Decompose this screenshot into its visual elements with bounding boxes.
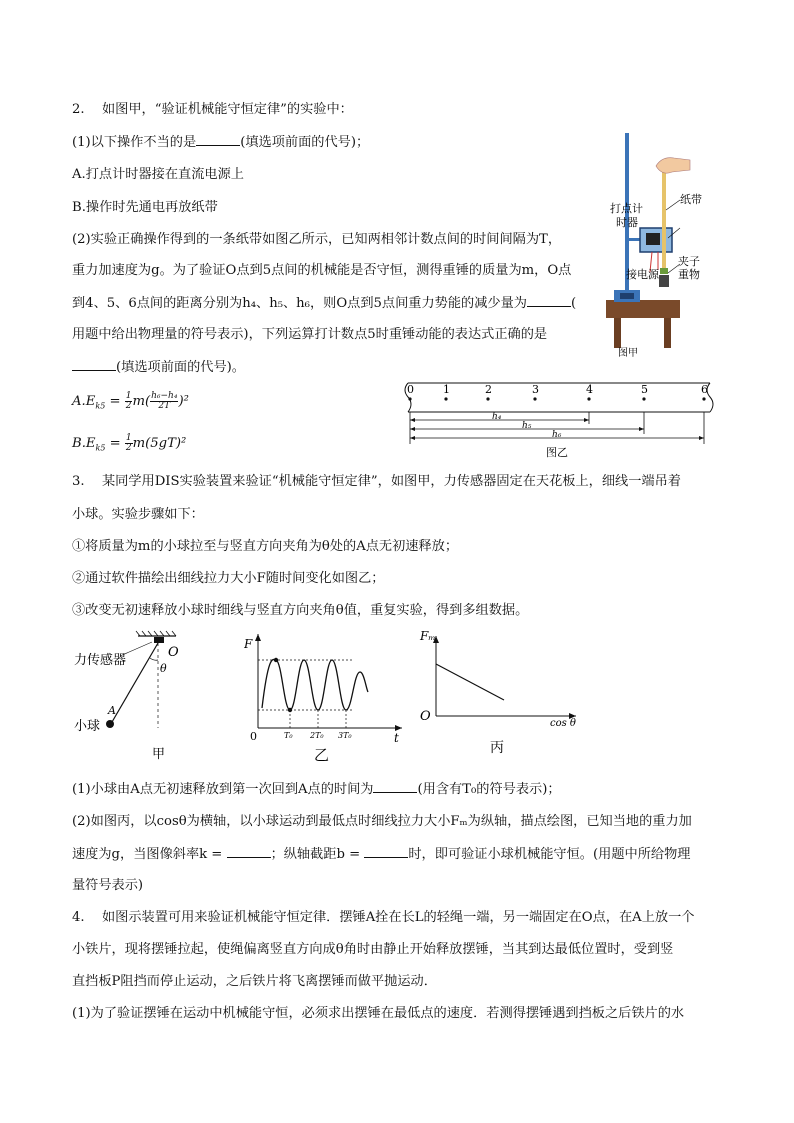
answer-a-eq: = — [105, 394, 125, 409]
answer-b-label: B.E — [72, 436, 96, 451]
tape-label-3: 3 — [532, 383, 539, 396]
table-leg — [614, 318, 621, 348]
tape-label-0: 0 — [407, 383, 414, 396]
label-theta: θ — [160, 662, 167, 675]
q3-sub2-line3: 量符号表示) — [72, 878, 144, 893]
curve-point — [274, 658, 278, 662]
label-cos-theta: cos θ — [550, 718, 576, 729]
q2-sub2-line2: 重力加速度为g。为了验证O点到5点间的机械能是否守恒，测得重锤的质量为m，O点 — [72, 263, 572, 278]
answer-a-m: m( — [132, 394, 151, 409]
tape-point — [533, 397, 536, 400]
paper-tape — [662, 168, 666, 268]
q2-sub2-line4: 用题中给出物理量的符号表示)，下列运算打计数点5时重锤动能的表达式正确的是 — [72, 327, 548, 342]
label-timer-2: 时器 — [616, 216, 638, 229]
figure-3-jia — [72, 628, 202, 762]
answer-blank[interactable] — [196, 133, 240, 146]
figure-3-yi-caption: 乙 — [314, 746, 330, 764]
q2-sub1 — [72, 133, 369, 152]
tape-label-4: 4 — [586, 383, 593, 396]
tape-points — [408, 397, 705, 400]
table-leg — [664, 318, 671, 348]
q3-step-3: ③改变无初速释放小球时细线与竖直方向夹角θ值，重复实验，得到多组数据。 — [72, 603, 529, 618]
answer-blank[interactable] — [72, 358, 116, 371]
label-weight: 重物 — [678, 268, 700, 281]
q3-title-2: 小球。实验步骤如下： — [72, 507, 204, 522]
force-curve — [262, 659, 368, 710]
label-T0: T₀ — [284, 731, 293, 740]
label-F: F — [244, 637, 253, 651]
q2-sub2-line5 — [72, 358, 245, 377]
tape-point — [642, 397, 645, 400]
label-h6: h₆ — [552, 430, 562, 440]
q2-title: 2. 如图甲，“验证机械能守恒定律”的实验中： — [72, 102, 353, 117]
q2-sub2-line3-text: 到4、5、6点间的距离分别为h₄、h₅、h₆，则O点到5点间重力势能的减少量为 — [72, 296, 527, 311]
q2-sub1-prefix: (1)以下操作不当的是 — [72, 135, 197, 150]
label-tape: 纸带 — [680, 193, 702, 206]
q4-line2: 小铁片，现将摆锤拉起，使绳偏离竖直方向成θ角时由静止开始释放摆锤，当其到达最低位置时，受到竖 — [72, 942, 674, 957]
label-Fm: Fₘ — [420, 629, 436, 643]
label-sensor: 力传感器 — [74, 653, 127, 668]
fm-line — [436, 664, 504, 700]
figure-3-bing-caption: 丙 — [490, 740, 504, 756]
q4-line1: 4. 如图示装置可用来验证机械能守恒定律．摆锤A拴在长L的轻绳一端，另一端固定在O点，在A上放一个 — [72, 910, 695, 925]
label-h4: h₄ — [492, 412, 502, 422]
label-timer-1: 打点计 — [610, 202, 643, 215]
figure-jia-caption: 图甲 — [618, 348, 638, 359]
q2-answer-a — [72, 390, 189, 419]
label-ball: 小球 — [74, 719, 101, 734]
q4-line4: (1)为了验证摆锤在运动中机械能守恒，必须求出摆锤在最低点的速度．若测得摆锤遇到挡板之后铁片的水 — [72, 1006, 685, 1021]
label-clip: 夹子 — [678, 255, 700, 268]
q2-sub2-line3-end: ( — [570, 296, 577, 311]
label-O: O — [168, 645, 179, 660]
label-origin: 0 — [250, 730, 257, 743]
q3-step-2: ②通过软件描绘出细线拉力大小F随时间变化如图乙； — [72, 571, 385, 586]
q4-line3: 直挡板P阻挡而停止运动，之后铁片将飞离摆锤而做平抛运动． — [72, 974, 437, 989]
q2-option-a: A.打点计时器接在直流电源上 — [72, 167, 244, 182]
answer-a-sub: k5 — [95, 401, 106, 411]
q2-option-b: B.操作时先通电再放纸带 — [72, 200, 218, 215]
q3-sub2-part-a: 速度为g，当图像斜率k = — [72, 847, 227, 862]
answer-b-eq: = — [105, 436, 125, 451]
tape-label-5: 5 — [641, 383, 648, 396]
q3-sub1 — [72, 780, 561, 799]
q3-sub1-prefix: (1)小球由A点无初速释放到第一次回到A点的时间为 — [72, 782, 374, 797]
figure-3-jia-caption: 甲 — [152, 747, 166, 762]
tape-point — [587, 397, 590, 400]
label-power: 接电源 — [626, 268, 659, 281]
label-O-origin: O — [420, 709, 431, 724]
label-3T0: 3T₀ — [338, 731, 352, 740]
label-A: A — [108, 704, 116, 717]
q3-sub2-part-c: 时，即可验证小球机械能守恒。(用题中所给物理 — [408, 847, 691, 862]
answer-a-half: $\frac{1}{2}$ — [125, 391, 132, 411]
tape-point — [444, 397, 447, 400]
figure-yi-caption: 图乙 — [546, 446, 568, 459]
q2-answer-b — [72, 432, 186, 461]
answer-a-label: A.E — [72, 394, 96, 409]
q3-title: 3. 某同学用DIS实验装置来验证“机械能守恒定律”，如图甲，力传感器固定在天花板上，细线一端吊着 — [72, 474, 681, 489]
label-t: t — [394, 731, 399, 745]
tape-point — [408, 397, 411, 400]
q3-sub2-part-b: ；纵轴截距b = — [270, 847, 365, 862]
answer-a-tail: )² — [178, 394, 189, 409]
q2-sub1-suffix: (填选项前面的代号)； — [240, 135, 370, 150]
q2-sub2-line3 — [72, 294, 576, 313]
q3-sub1-suffix: (用含有T₀的符号表示)； — [417, 782, 561, 797]
hand-icon — [656, 158, 690, 173]
figure-3-yi — [244, 628, 410, 768]
weight — [659, 275, 669, 287]
tape-point — [702, 397, 705, 400]
label-h5: h₅ — [522, 421, 532, 431]
figure-3-bing — [416, 626, 592, 758]
tape-label-6: 6 — [701, 383, 708, 396]
answer-blank[interactable] — [227, 845, 271, 858]
answer-b-half: $\frac{1}{2}$ — [125, 433, 132, 453]
answer-blank[interactable] — [527, 294, 571, 307]
answer-b-tail: m(5gT)² — [132, 436, 187, 451]
q2-sub2-line1: (2)实验正确操作得到的一条纸带如图乙所示，已知两相邻计数点间的时间间隔为T， — [72, 232, 562, 247]
q3-sub2-line2 — [72, 845, 690, 864]
answer-a-inner: $\frac{\text{h₆−h₄}}{2T}$ — [151, 391, 178, 411]
q2-sub2-line5-suffix: (填选项前面的代号)。 — [116, 360, 245, 375]
tape-point — [486, 397, 489, 400]
curve-point — [288, 708, 292, 712]
answer-blank[interactable] — [373, 780, 417, 793]
q3-sub2-line1: (2)如图丙，以cosθ为横轴，以小球运动到最低点时细线拉力大小Fₘ为纵轴，描点绘图，已知当地的重力加 — [72, 814, 692, 829]
q3-step-1: ①将质量为m的小球拉至与竖直方向夹角为θ处的A点无初速释放； — [72, 539, 459, 554]
label-2T0: 2T₀ — [310, 731, 324, 740]
answer-blank[interactable] — [364, 845, 408, 858]
force-sensor — [154, 637, 164, 643]
answer-b-sub: k5 — [95, 443, 106, 453]
table-top — [606, 300, 680, 318]
figure-yi-tape — [396, 380, 718, 460]
ball — [106, 720, 114, 728]
tape-label-2: 2 — [485, 383, 492, 396]
figure-jia-apparatus — [596, 128, 730, 364]
tape-label-1: 1 — [443, 383, 450, 396]
